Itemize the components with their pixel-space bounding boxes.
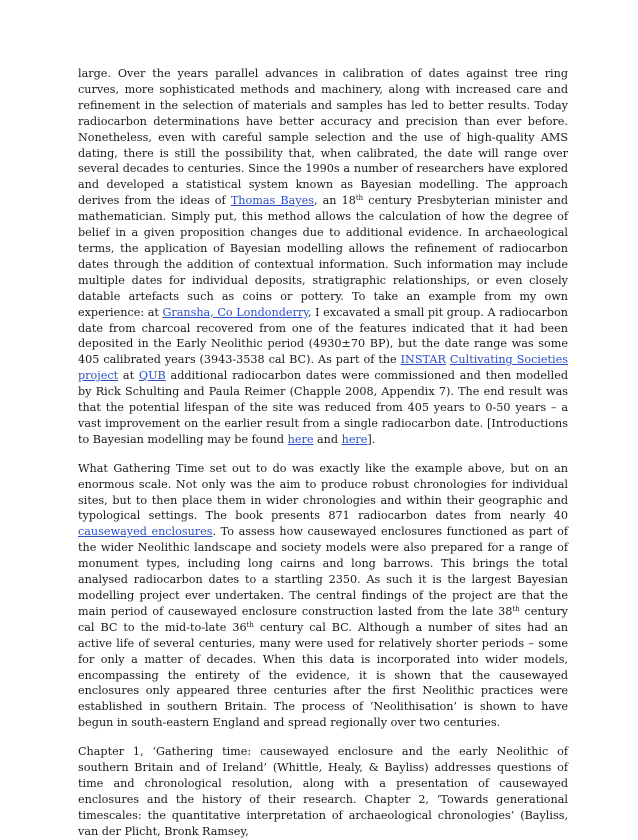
link-gransha[interactable]: Gransha, Co Londonderry: [162, 305, 309, 319]
text-run: and: [313, 432, 342, 446]
text-run: ].: [367, 432, 376, 446]
text-run: additional radiocarbon dates were commissioned and then modelled by Rick Schulting and Paula Reimer (Chapple 2008, Appendix 7). The end result was that the potential lifespan of the site was reduced from 405 years to 0-50 years – a vast improvement on the earlier result from a single radiocarbon date. [Introductions to Bayesian modelling may be found: [78, 369, 568, 446]
link-instar[interactable]: INSTAR: [400, 353, 446, 367]
paragraph-bayesian-intro: [78, 66, 568, 448]
link-cultivating-societies[interactable]: Cultivating Societies project: [78, 353, 568, 383]
text-run: , an 18: [313, 194, 356, 208]
paragraph-gathering-time-overview: [78, 461, 568, 731]
text-run: century Presbyterian minister and mathematician. Simply put, this method allows the calculation of how the degree of belief in a given proposition changes due to additional evidence. In archaeological terms, the application of Bayesian modelling allows the refinement of radiocarbon dates through the addition of contextual information. Such information may include multiple dates for individual deposits, stratigraphic relationships, or even closely datable artefacts such as coins or pottery. To take an example from my own experience: at: [78, 194, 568, 319]
link-here-2[interactable]: here: [341, 432, 368, 446]
text-run: at: [118, 369, 139, 383]
paragraph-chapter-summaries: [78, 744, 568, 839]
text-run: large. Over the years parallel advances in calibration of dates against tree ring curves, more sophisticated methods and machinery, along with increased care and refinement in the selection of materials and samples has led to better results. Today radiocarbon determinations have better accuracy and precision than ever before. Nonetheless, even with careful sample selection and the use of high-quality AMS dating, there is still the possibility that, when calibrated, the date will range over several decades to centuries. Since the 1990s a number of researchers have explored and developed a statistical system known as Bayesian modelling. The approach derives from the ideas of: [78, 67, 568, 208]
text-run: What Gathering Time set out to do was exactly like the example above, but on an enormous scale. Not only was the aim to produce robust chronologies for individual sites, but to then place them in wider chronologies and within their geographic and typological settings. The book presents 871 radiocarbon dates from nearly 40: [78, 461, 568, 523]
text-run: century cal BC to the mid-to-late 36: [78, 604, 568, 634]
text-run: , I excavated a small pit group. A radiocarbon date from charcoal recovered from one of the features indicated that it had been deposited in the Early Neolithic period (4930±70 BP), but the date range was some 405 calibrated years (3943-3538 cal BC). As part of the: [78, 305, 568, 367]
link-thomas-bayes[interactable]: Thomas Bayes: [230, 194, 314, 208]
superscript-ordinal: th: [512, 604, 520, 613]
link-qub[interactable]: QUB: [138, 369, 166, 383]
text-run: . To assess how causewayed enclosures functioned as part of the wider Neolithic landscape and society models were also prepared for a range of monument types, including long cairns and long barrows. This brings the total analysed radiocarbon dates to a startling 2350. As such it is the largest Bayesian modelling project ever undertaken. The central findings of the project are that the main period of causewayed enclosure construction lasted from the late 38: [78, 525, 568, 618]
text-run: century cal BC. Although a number of sites had an active life of several centuries, many were used for relatively shorter periods – some for only a matter of decades. When this data is incorporated into wider models, encompassing the entirety of the evidence, it is shown that the causewayed enclosures only appeared three centuries after the first Neolithic practices were established in southern Britain. The process of ‘Neolithisation’ is shown to have begun in south-eastern England and spread regionally over two centuries.: [78, 620, 568, 730]
text-run: Chapter 1, ‘Gathering time: causewayed enclosure and the early Neolithic of southern Britain and of Ireland’ (Whittle, Healy, & Bayliss) addresses questions of time and chronological resolution, along with a presentation of causewayed enclosures and the history of their research. Chapter 2, ‘Towards generational timescales: the quantitative interpretation of archaeological chronologies’ (Bayliss, van der Plicht, Bronk Ramsey,: [78, 745, 568, 838]
superscript-ordinal: th: [246, 620, 254, 629]
superscript-ordinal: th: [355, 194, 364, 203]
link-here-1[interactable]: here: [287, 432, 314, 446]
link-causewayed-enclosures[interactable]: causewayed enclosures: [78, 525, 213, 539]
